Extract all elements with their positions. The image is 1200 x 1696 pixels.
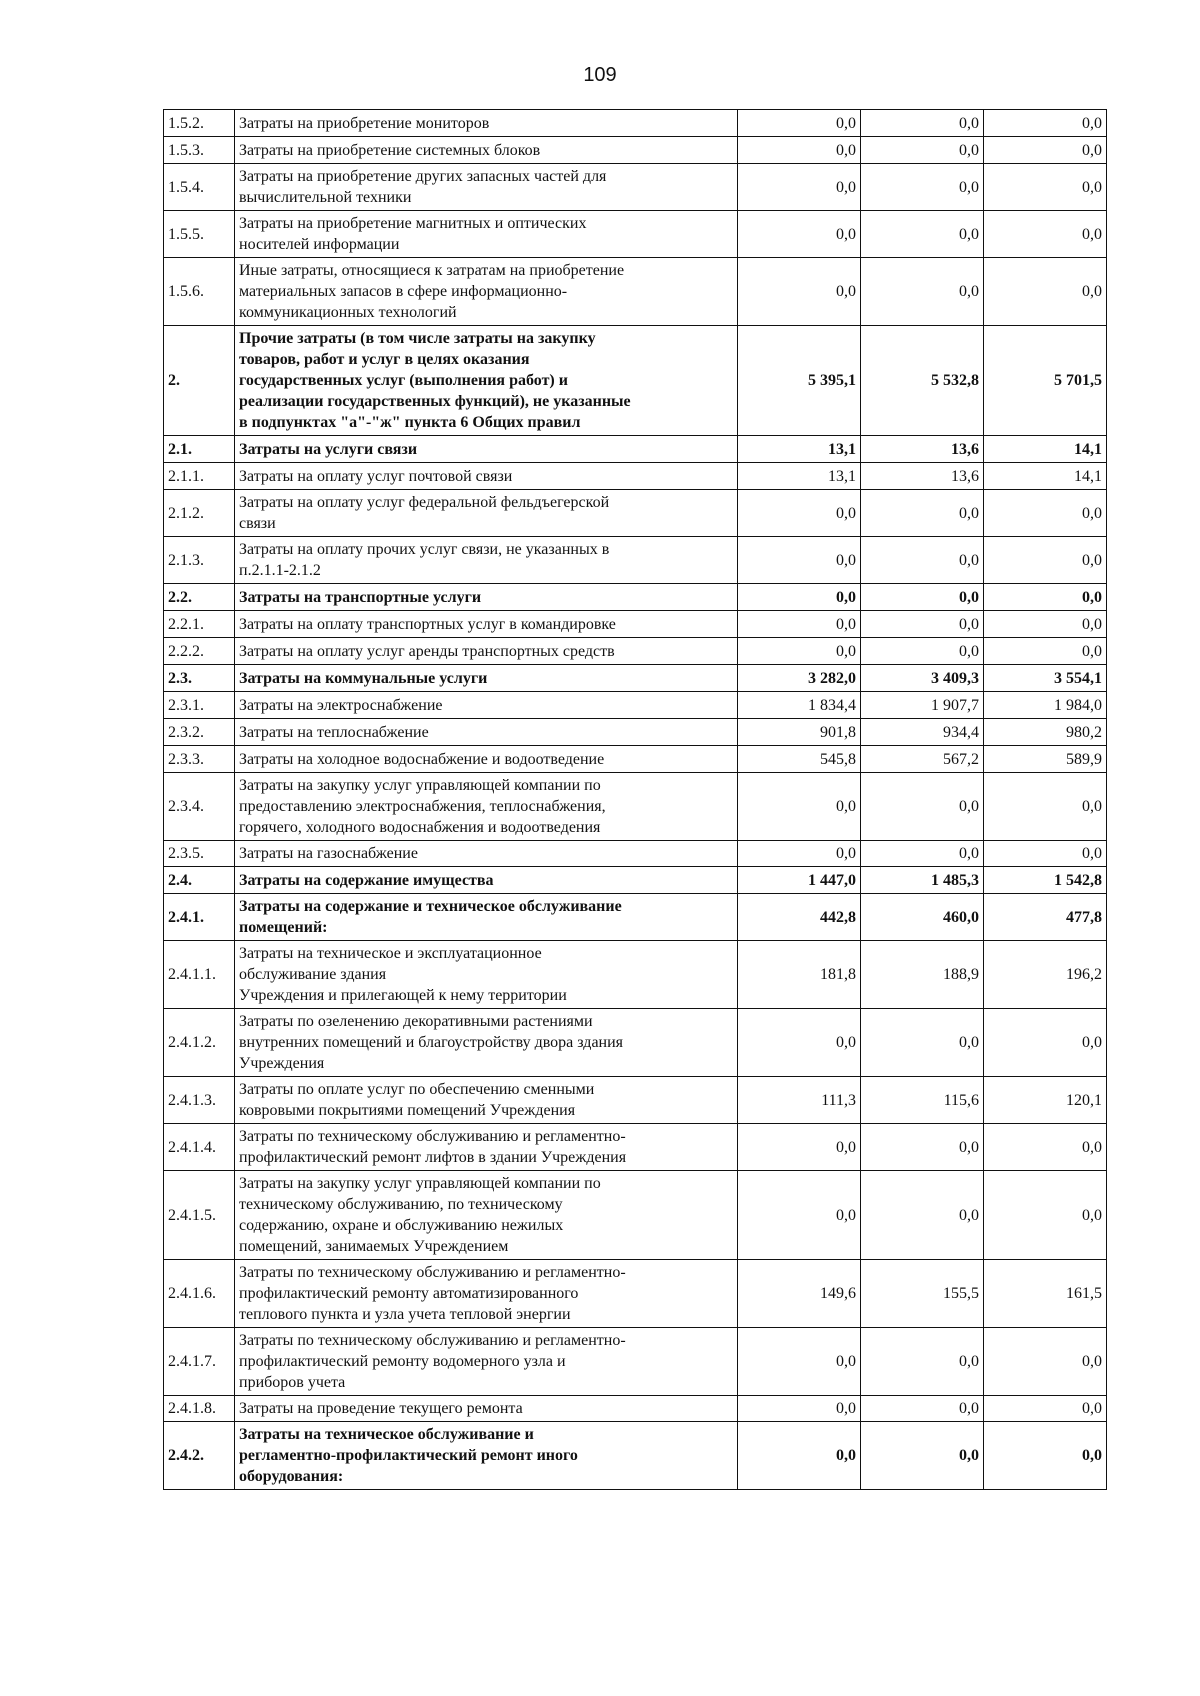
page-number: 109 bbox=[583, 64, 617, 86]
row-value-2: 0,0 bbox=[861, 773, 984, 841]
row-value-1: 111,3 bbox=[738, 1077, 861, 1124]
row-value-1: 545,8 bbox=[738, 746, 861, 773]
row-value-3: 0,0 bbox=[984, 584, 1107, 611]
table-row bbox=[164, 1077, 1107, 1124]
table-row bbox=[164, 326, 1107, 436]
table-row bbox=[164, 638, 1107, 665]
row-value-2: 0,0 bbox=[861, 1328, 984, 1396]
row-value-2: 0,0 bbox=[861, 1009, 984, 1077]
row-name-line: материальных запасов в сфере информационно- bbox=[239, 283, 568, 300]
row-value-2: 0,0 bbox=[861, 1422, 984, 1490]
row-value-3: 0,0 bbox=[984, 611, 1107, 638]
row-value-3: 0,0 bbox=[984, 841, 1107, 867]
row-value-2: 0,0 bbox=[861, 137, 984, 164]
table-row bbox=[164, 436, 1107, 463]
table-row bbox=[164, 719, 1107, 746]
row-name bbox=[235, 941, 738, 1009]
row-name bbox=[235, 841, 738, 867]
row-name bbox=[235, 326, 738, 436]
row-value-3: 14,1 bbox=[984, 463, 1107, 490]
row-name-line: помещений, занимаемых Учреждением bbox=[239, 1238, 509, 1255]
table-row bbox=[164, 164, 1107, 211]
row-name-line: Затраты на проведение текущего ремонта bbox=[239, 1400, 523, 1417]
row-name bbox=[235, 110, 738, 137]
row-name-line: Затраты на приобретение магнитных и оптических bbox=[239, 215, 587, 232]
table-row bbox=[164, 1009, 1107, 1077]
row-value-3: 1 984,0 bbox=[984, 692, 1107, 719]
row-name bbox=[235, 137, 738, 164]
row-value-2: 0,0 bbox=[861, 490, 984, 537]
row-value-3: 980,2 bbox=[984, 719, 1107, 746]
row-value-3: 161,5 bbox=[984, 1260, 1107, 1328]
row-code: 1.5.2. bbox=[164, 110, 235, 137]
row-name-line: Затраты по техническому обслуживанию и регламентно- bbox=[239, 1128, 626, 1145]
row-value-2: 460,0 bbox=[861, 894, 984, 941]
row-code: 2.3.3. bbox=[164, 746, 235, 773]
row-name-line: реализации государственных функций), не указанные bbox=[239, 393, 631, 410]
row-code: 2.4.1.5. bbox=[164, 1171, 235, 1260]
row-value-3: 0,0 bbox=[984, 110, 1107, 137]
row-value-2: 0,0 bbox=[861, 1171, 984, 1260]
table-row bbox=[164, 941, 1107, 1009]
row-name-line: внутренних помещений и благоустройству двора здания bbox=[239, 1034, 624, 1051]
row-value-1: 0,0 bbox=[738, 211, 861, 258]
row-value-1: 1 834,4 bbox=[738, 692, 861, 719]
table-row bbox=[164, 1328, 1107, 1396]
row-value-1: 13,1 bbox=[738, 463, 861, 490]
row-value-2: 0,0 bbox=[861, 110, 984, 137]
row-name bbox=[235, 463, 738, 490]
table-row bbox=[164, 1422, 1107, 1490]
row-name bbox=[235, 746, 738, 773]
row-value-3: 0,0 bbox=[984, 490, 1107, 537]
row-name-line: Затраты по техническому обслуживанию и регламентно- bbox=[239, 1332, 626, 1349]
row-name-line: содержанию, охране и обслуживанию нежилых bbox=[239, 1217, 564, 1234]
row-value-1: 181,8 bbox=[738, 941, 861, 1009]
row-code: 1.5.3. bbox=[164, 137, 235, 164]
table-row bbox=[164, 1260, 1107, 1328]
row-name-line: Затраты на оплату услуг почтовой связи bbox=[239, 467, 513, 485]
row-code: 2.4.1.2. bbox=[164, 1009, 235, 1077]
row-name-line: обслуживание здания bbox=[239, 966, 387, 983]
row-value-1: 901,8 bbox=[738, 719, 861, 746]
row-name-line: Учреждения и прилегающей к нему территории bbox=[239, 987, 567, 1004]
row-value-2: 3 409,3 bbox=[861, 665, 984, 692]
row-value-1: 0,0 bbox=[738, 611, 861, 638]
row-name bbox=[235, 1328, 738, 1396]
row-name-line: Затраты на содержание имущества bbox=[239, 871, 494, 889]
row-value-3: 14,1 bbox=[984, 436, 1107, 463]
row-value-3: 0,0 bbox=[984, 1422, 1107, 1490]
row-value-1: 3 282,0 bbox=[738, 665, 861, 692]
row-name-line: ковровыми покрытиями помещений Учреждения bbox=[239, 1102, 576, 1119]
row-name-line: Затраты на оплату услуг аренды транспортных средств bbox=[239, 642, 615, 660]
row-name bbox=[235, 773, 738, 841]
row-value-3: 0,0 bbox=[984, 1328, 1107, 1396]
row-value-1: 0,0 bbox=[738, 773, 861, 841]
row-value-3: 589,9 bbox=[984, 746, 1107, 773]
table-row bbox=[164, 584, 1107, 611]
row-code: 2.4. bbox=[164, 867, 235, 894]
row-value-1: 13,1 bbox=[738, 436, 861, 463]
row-value-3: 0,0 bbox=[984, 211, 1107, 258]
row-name bbox=[235, 1171, 738, 1260]
row-name bbox=[235, 436, 738, 463]
row-name-line: горячего, холодного водоснабжения и водоотведения bbox=[239, 819, 601, 836]
row-name bbox=[235, 894, 738, 941]
row-value-2: 0,0 bbox=[861, 1124, 984, 1171]
row-value-2: 155,5 bbox=[861, 1260, 984, 1328]
row-value-2: 0,0 bbox=[861, 611, 984, 638]
row-name-line: Затраты на холодное водоснабжение и водоотведение bbox=[239, 750, 605, 768]
row-value-2: 567,2 bbox=[861, 746, 984, 773]
row-value-3: 196,2 bbox=[984, 941, 1107, 1009]
table-row bbox=[164, 746, 1107, 773]
row-name-line: Иные затраты, относящиеся к затратам на приобретение bbox=[239, 262, 625, 279]
row-value-2: 0,0 bbox=[861, 258, 984, 326]
row-code: 2.1. bbox=[164, 436, 235, 463]
row-name-line: коммуникационных технологий bbox=[239, 304, 457, 321]
table-row bbox=[164, 692, 1107, 719]
row-name-line: Затраты на газоснабжение bbox=[239, 845, 418, 862]
row-code: 2.4.1. bbox=[164, 894, 235, 941]
row-name-line: Затраты по оплате услуг по обеспечению сменными bbox=[239, 1081, 595, 1098]
row-value-2: 1 907,7 bbox=[861, 692, 984, 719]
row-value-2: 0,0 bbox=[861, 211, 984, 258]
row-code: 2.1.1. bbox=[164, 463, 235, 490]
row-code: 2.4.1.6. bbox=[164, 1260, 235, 1328]
row-value-1: 0,0 bbox=[738, 584, 861, 611]
cost-table-body bbox=[164, 110, 1107, 1490]
row-name-line: приборов учета bbox=[239, 1374, 346, 1391]
row-code: 1.5.5. bbox=[164, 211, 235, 258]
row-value-3: 0,0 bbox=[984, 1396, 1107, 1422]
row-code: 2.4.2. bbox=[164, 1422, 235, 1490]
row-name-line: п.2.1.1-2.1.2 bbox=[239, 562, 321, 579]
row-value-2: 13,6 bbox=[861, 463, 984, 490]
table-row bbox=[164, 211, 1107, 258]
row-value-3: 3 554,1 bbox=[984, 665, 1107, 692]
row-name bbox=[235, 537, 738, 584]
row-code: 2.3.1. bbox=[164, 692, 235, 719]
table-row bbox=[164, 537, 1107, 584]
row-code: 2.1.2. bbox=[164, 490, 235, 537]
row-name-line: помещений: bbox=[239, 919, 328, 936]
row-name bbox=[235, 584, 738, 611]
row-name-line: Прочие затраты (в том числе затраты на закупку bbox=[239, 330, 596, 347]
row-value-1: 0,0 bbox=[738, 537, 861, 584]
row-name bbox=[235, 1077, 738, 1124]
table-row bbox=[164, 611, 1107, 638]
table-row bbox=[164, 110, 1107, 137]
row-value-3: 0,0 bbox=[984, 1171, 1107, 1260]
row-code: 1.5.4. bbox=[164, 164, 235, 211]
row-value-1: 149,6 bbox=[738, 1260, 861, 1328]
row-name-line: предоставлению электроснабжения, теплоснабжения, bbox=[239, 798, 606, 815]
row-name-line: связи bbox=[239, 515, 276, 532]
row-value-1: 0,0 bbox=[738, 1171, 861, 1260]
row-value-1: 0,0 bbox=[738, 1396, 861, 1422]
row-name-line: профилактический ремонт лифтов в здании Учреждения bbox=[239, 1149, 627, 1166]
row-value-2: 0,0 bbox=[861, 164, 984, 211]
row-name-line: Затраты по озеленению декоративными растениями bbox=[239, 1013, 593, 1030]
row-value-3: 120,1 bbox=[984, 1077, 1107, 1124]
row-code: 2.3.5. bbox=[164, 841, 235, 867]
row-value-3: 0,0 bbox=[984, 258, 1107, 326]
row-name bbox=[235, 1396, 738, 1422]
row-value-1: 1 447,0 bbox=[738, 867, 861, 894]
row-name-line: Затраты на оплату прочих услуг связи, не указанных в bbox=[239, 541, 610, 558]
row-name-line: Затраты на приобретение системных блоков bbox=[239, 141, 541, 159]
row-value-3: 0,0 bbox=[984, 773, 1107, 841]
row-name-line: Затраты на теплоснабжение bbox=[239, 723, 429, 741]
table-row bbox=[164, 490, 1107, 537]
row-code: 2.1.3. bbox=[164, 537, 235, 584]
row-name-line: теплового пункта и узла учета тепловой энергии bbox=[239, 1306, 571, 1323]
row-name-line: товаров, работ и услуг в целях оказания bbox=[239, 351, 530, 368]
row-name bbox=[235, 1260, 738, 1328]
row-name-line: носителей информации bbox=[239, 236, 400, 253]
row-value-1: 0,0 bbox=[738, 1328, 861, 1396]
row-value-1: 5 395,1 bbox=[738, 326, 861, 436]
row-value-3: 0,0 bbox=[984, 1009, 1107, 1077]
table-row bbox=[164, 1396, 1107, 1422]
row-value-1: 0,0 bbox=[738, 164, 861, 211]
row-name-line: Учреждения bbox=[239, 1055, 325, 1072]
row-value-1: 0,0 bbox=[738, 638, 861, 665]
row-name-line: Затраты на закупку услуг управляющей компании по bbox=[239, 777, 601, 794]
row-name bbox=[235, 638, 738, 665]
row-name-line: Затраты на закупку услуг управляющей компании по bbox=[239, 1175, 601, 1192]
row-name bbox=[235, 719, 738, 746]
row-value-1: 0,0 bbox=[738, 1422, 861, 1490]
row-value-2: 0,0 bbox=[861, 537, 984, 584]
row-code: 2.4.1.7. bbox=[164, 1328, 235, 1396]
row-value-2: 0,0 bbox=[861, 1396, 984, 1422]
row-name-line: Затраты на оплату транспортных услуг в командировке bbox=[239, 615, 616, 633]
row-value-1: 0,0 bbox=[738, 490, 861, 537]
row-code: 2.2.2. bbox=[164, 638, 235, 665]
row-name-line: профилактический ремонту водомерного узла и bbox=[239, 1353, 566, 1370]
row-name-line: в подпунктах "а"-"ж" пункта 6 Общих правил bbox=[239, 414, 581, 431]
row-name-line: вычислительной техники bbox=[239, 189, 412, 206]
row-code: 2. bbox=[164, 326, 235, 436]
table-row bbox=[164, 1171, 1107, 1260]
row-name bbox=[235, 1009, 738, 1077]
row-name bbox=[235, 692, 738, 719]
row-value-3: 0,0 bbox=[984, 137, 1107, 164]
row-value-1: 442,8 bbox=[738, 894, 861, 941]
table-row bbox=[164, 867, 1107, 894]
row-name-line: государственных услуг (выполнения работ) и bbox=[239, 372, 568, 389]
row-name-line: регламентно-профилактический ремонт иного bbox=[239, 1447, 578, 1464]
row-name bbox=[235, 1124, 738, 1171]
row-value-1: 0,0 bbox=[738, 110, 861, 137]
cost-table bbox=[163, 109, 1107, 1490]
row-name-line: Затраты на приобретение других запасных частей для bbox=[239, 168, 607, 185]
row-value-2: 115,6 bbox=[861, 1077, 984, 1124]
row-code: 2.3.4. bbox=[164, 773, 235, 841]
table-row bbox=[164, 665, 1107, 692]
row-value-1: 0,0 bbox=[738, 137, 861, 164]
row-code: 2.2. bbox=[164, 584, 235, 611]
row-value-2: 0,0 bbox=[861, 584, 984, 611]
row-value-3: 0,0 bbox=[984, 638, 1107, 665]
row-value-3: 5 701,5 bbox=[984, 326, 1107, 436]
table-row bbox=[164, 463, 1107, 490]
row-code: 2.4.1.3. bbox=[164, 1077, 235, 1124]
row-value-3: 477,8 bbox=[984, 894, 1107, 941]
row-name-line: Затраты на услуги связи bbox=[239, 440, 418, 458]
row-name bbox=[235, 1422, 738, 1490]
table-row bbox=[164, 137, 1107, 164]
row-value-2: 13,6 bbox=[861, 436, 984, 463]
row-code: 2.3. bbox=[164, 665, 235, 692]
row-name-line: Затраты на электроснабжение bbox=[239, 696, 443, 714]
row-name-line: Затраты на содержание и техническое обслуживание bbox=[239, 898, 622, 915]
row-name-line: Затраты на коммунальные услуги bbox=[239, 669, 488, 687]
row-code: 2.2.1. bbox=[164, 611, 235, 638]
table-row bbox=[164, 258, 1107, 326]
row-name bbox=[235, 611, 738, 638]
row-name-line: Затраты на техническое обслуживание и bbox=[239, 1426, 534, 1443]
row-value-3: 1 542,8 bbox=[984, 867, 1107, 894]
row-value-3: 0,0 bbox=[984, 537, 1107, 584]
row-value-1: 0,0 bbox=[738, 841, 861, 867]
row-value-2: 0,0 bbox=[861, 638, 984, 665]
table-row bbox=[164, 1124, 1107, 1171]
row-name-line: оборудования: bbox=[239, 1468, 344, 1485]
row-value-2: 5 532,8 bbox=[861, 326, 984, 436]
row-name bbox=[235, 258, 738, 326]
row-code: 1.5.6. bbox=[164, 258, 235, 326]
row-name-line: Затраты на транспортные услуги bbox=[239, 588, 482, 606]
row-value-1: 0,0 bbox=[738, 1009, 861, 1077]
row-name-line: техническому обслуживанию, по техническому bbox=[239, 1196, 563, 1213]
row-value-3: 0,0 bbox=[984, 164, 1107, 211]
row-name-line: Затраты на техническое и эксплуатационное bbox=[239, 945, 542, 962]
row-name bbox=[235, 211, 738, 258]
row-value-2: 0,0 bbox=[861, 841, 984, 867]
row-name-line: Затраты на оплату услуг федеральной фельдъегерской bbox=[239, 494, 610, 511]
row-name bbox=[235, 665, 738, 692]
row-value-1: 0,0 bbox=[738, 1124, 861, 1171]
row-name bbox=[235, 490, 738, 537]
row-value-3: 0,0 bbox=[984, 1124, 1107, 1171]
row-value-2: 1 485,3 bbox=[861, 867, 984, 894]
row-name-line: профилактический ремонту автоматизированного bbox=[239, 1285, 579, 1302]
row-name-line: Затраты по техническому обслуживанию и регламентно- bbox=[239, 1264, 626, 1281]
table-row bbox=[164, 773, 1107, 841]
table-row bbox=[164, 894, 1107, 941]
row-name bbox=[235, 164, 738, 211]
row-code: 2.4.1.4. bbox=[164, 1124, 235, 1171]
row-name bbox=[235, 867, 738, 894]
row-code: 2.4.1.8. bbox=[164, 1396, 235, 1422]
row-value-1: 0,0 bbox=[738, 258, 861, 326]
row-code: 2.3.2. bbox=[164, 719, 235, 746]
row-value-2: 188,9 bbox=[861, 941, 984, 1009]
table-row bbox=[164, 841, 1107, 867]
row-name-line: Затраты на приобретение мониторов bbox=[239, 114, 490, 132]
row-code: 2.4.1.1. bbox=[164, 941, 235, 1009]
row-value-2: 934,4 bbox=[861, 719, 984, 746]
